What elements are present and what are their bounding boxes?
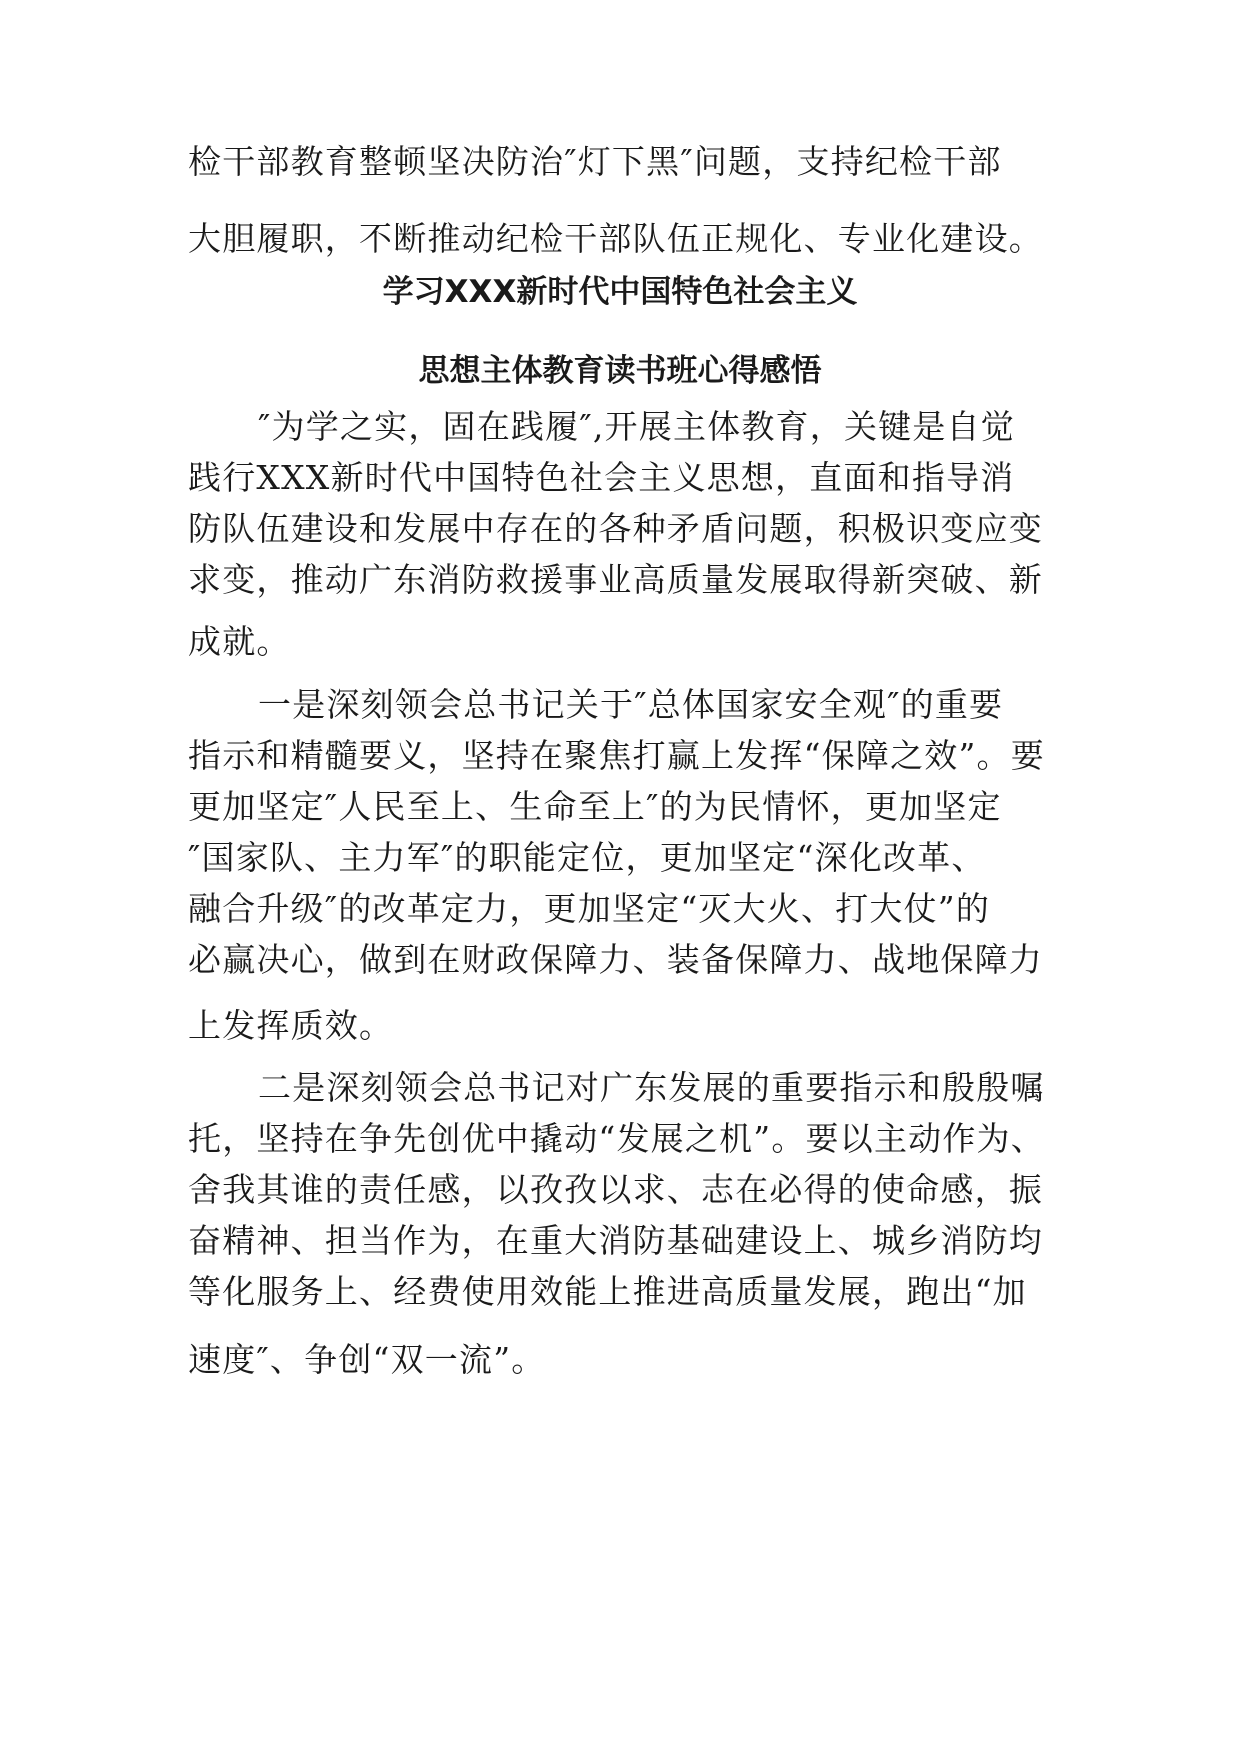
paragraph-1-line-4: 求变，推动广东消防救援事业高质量发展取得新突破、新 bbox=[188, 560, 1043, 599]
paragraph-2-line-2: 指示和精髓要义，坚持在聚焦打赢上发挥“保障之效”。要 bbox=[188, 736, 1045, 775]
paragraph-1-line-5: 成就。 bbox=[188, 622, 291, 661]
continuation-line-2: 大胆履职，不断推动纪检干部队伍正规化、专业化建设。 bbox=[188, 219, 1043, 258]
paragraph-2-line-7: 上发挥质效。 bbox=[188, 1006, 394, 1045]
paragraph-2-line-4: ″国家队、主力军″的职能定位，更加坚定“深化改革、 bbox=[188, 838, 986, 877]
paragraph-3-line-1: 二是深刻领会总书记对广东发展的重要指示和殷殷嘱 bbox=[258, 1068, 1045, 1107]
paragraph-3-line-6: 速度″、争创“双一流”。 bbox=[188, 1340, 546, 1379]
paragraph-3-line-2: 托，坚持在争先创优中撬动“发展之机”。要以主动作为、 bbox=[188, 1119, 1045, 1158]
paragraph-1-line-2: 践行XXX新时代中国特色社会主义思想，直面和指导消 bbox=[188, 458, 1015, 497]
paragraph-3-line-5: 等化服务上、经费使用效能上推进高质量发展，跑出“加 bbox=[188, 1272, 1027, 1311]
paragraph-3-line-4: 奋精神、担当作为，在重大消防基础建设上、城乡消防均 bbox=[188, 1221, 1043, 1260]
paragraph-2-line-1: 一是深刻领会总书记关于″总体国家安全观″的重要 bbox=[258, 685, 1004, 724]
paragraph-2-line-5: 融合升级″的改革定力，更加坚定“灭大火、打大仗”的 bbox=[188, 889, 991, 928]
continuation-line-1: 检干部教育整顿坚决防治″灯下黑″问题，支持纪检干部 bbox=[188, 142, 1002, 181]
article-title-line-1: 学习XXX新时代中国特色社会主义 bbox=[382, 274, 858, 310]
paragraph-1-line-3: 防队伍建设和发展中存在的各种矛盾问题，积极识变应变 bbox=[188, 509, 1043, 548]
paragraph-2-line-3: 更加坚定″人民至上、生命至上″的为民情怀，更加坚定 bbox=[188, 787, 1002, 826]
paragraph-1-line-1: ″为学之实，固在践履″,开展主体教育，关键是自觉 bbox=[258, 407, 1015, 446]
paragraph-3-line-3: 舍我其谁的责任感，以孜孜以求、志在必得的使命感，振 bbox=[188, 1170, 1043, 1209]
paragraph-2-line-6: 必赢决心，做到在财政保障力、装备保障力、战地保障力 bbox=[188, 940, 1043, 979]
article-title-line-2: 思想主体教育读书班心得感悟 bbox=[418, 353, 822, 389]
